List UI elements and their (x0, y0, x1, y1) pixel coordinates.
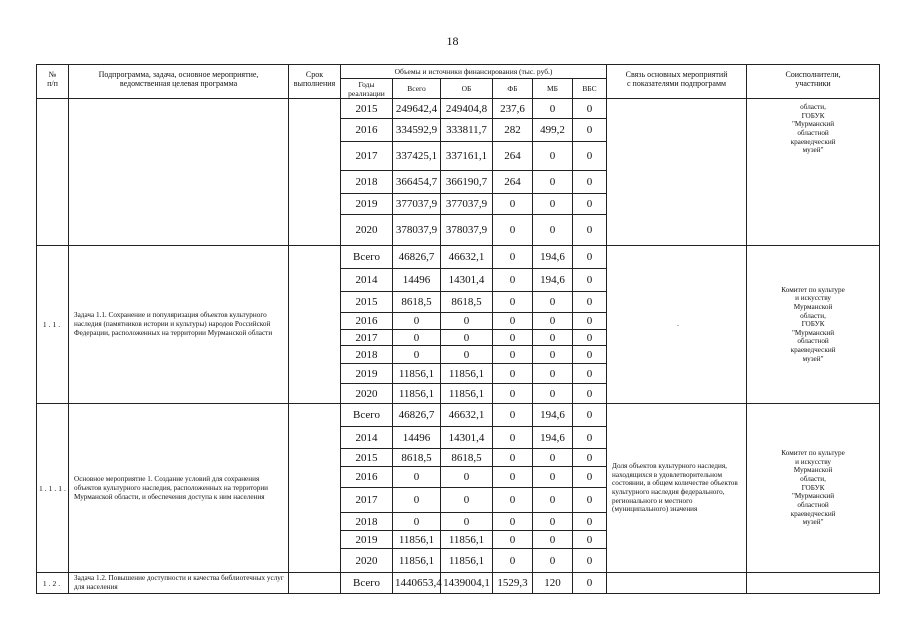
cell-mb: 0 (533, 313, 573, 330)
cell-total: 0 (393, 467, 441, 488)
header-num: № п/п (37, 65, 69, 99)
cell-mb: 0 (533, 449, 573, 467)
cell-total: 46826,7 (393, 404, 441, 427)
cell-total: 8618,5 (393, 292, 441, 313)
cell-total: 0 (393, 346, 441, 364)
cell-ob: 0 (441, 488, 493, 513)
header-ob: ОБ (441, 79, 493, 99)
table-row (37, 573, 880, 594)
cell-year: 2020 (341, 215, 393, 246)
cell-vbs: 0 (573, 346, 607, 364)
cell-mb: 0 (533, 513, 573, 531)
cell-total: 0 (393, 513, 441, 531)
cell-vbs: 0 (573, 142, 607, 171)
cell-vbs: 0 (573, 549, 607, 573)
cell-mb: 0 (533, 488, 573, 513)
cell-fb: 0 (493, 330, 533, 346)
cell-fb: 0 (493, 404, 533, 427)
cell-ob: 8618,5 (441, 292, 493, 313)
cell-total: 11856,1 (393, 531, 441, 549)
cell-ob: 46632,1 (441, 246, 493, 269)
cell-year: 2019 (341, 364, 393, 384)
cell-vbs: 0 (573, 573, 607, 594)
cell-year: Всего (341, 246, 393, 269)
cell-year: 2018 (341, 513, 393, 531)
row-term (289, 246, 341, 404)
cell-ob: 11856,1 (441, 549, 493, 573)
cell-mb: 0 (533, 99, 573, 119)
cell-mb: 194,6 (533, 269, 573, 292)
cell-mb: 0 (533, 384, 573, 404)
header-link: Связь основных мероприятий с показателями подпрограмм (607, 65, 747, 99)
cell-vbs: 0 (573, 171, 607, 194)
cell-ob: 377037,9 (441, 194, 493, 215)
cell-vbs: 0 (573, 194, 607, 215)
cell-ob: 0 (441, 330, 493, 346)
cell-total: 14496 (393, 427, 441, 449)
row-title: Задача 1.2. Повышение доступности и качества библиотечных услуг для населения (69, 573, 289, 594)
cell-year: 2020 (341, 384, 393, 404)
cell-ob: 1439004,1 (441, 573, 493, 594)
cell-fb: 0 (493, 215, 533, 246)
cell-vbs: 0 (573, 449, 607, 467)
row-link (607, 573, 747, 594)
cell-ob: 366190,7 (441, 171, 493, 194)
header-program: Подпрограмма, задача, основное мероприятие, ведомственная целевая программа (69, 65, 289, 99)
cell-fb: 0 (493, 292, 533, 313)
cell-vbs: 0 (573, 427, 607, 449)
cell-mb: 0 (533, 549, 573, 573)
cell-fb: 264 (493, 171, 533, 194)
row-executors: Комитет по культуре и искусству Мурманской области, ГОБУК "Мурманский областной краеведческий музей" (747, 404, 880, 573)
cell-vbs: 0 (573, 215, 607, 246)
row-executors: области, ГОБУК "Мурманский областной краеведческий музей" (747, 99, 880, 246)
cell-year: 2016 (341, 467, 393, 488)
header-years: Годы реализации (341, 79, 393, 99)
header-vbs: ВБС (573, 79, 607, 99)
cell-total: 11856,1 (393, 549, 441, 573)
cell-ob: 337161,1 (441, 142, 493, 171)
row-index: 1.1.1. (37, 404, 69, 573)
cell-mb: 0 (533, 330, 573, 346)
cell-fb: 0 (493, 313, 533, 330)
row-index (37, 99, 69, 246)
cell-ob: 8618,5 (441, 449, 493, 467)
cell-fb: 0 (493, 427, 533, 449)
cell-mb: 194,6 (533, 246, 573, 269)
cell-vbs: 0 (573, 330, 607, 346)
cell-total: 14496 (393, 269, 441, 292)
cell-vbs: 0 (573, 269, 607, 292)
row-index: 1.2. (37, 573, 69, 594)
cell-vbs: 0 (573, 292, 607, 313)
cell-ob: 0 (441, 313, 493, 330)
cell-fb: 0 (493, 513, 533, 531)
cell-vbs: 0 (573, 531, 607, 549)
cell-ob: 11856,1 (441, 531, 493, 549)
cell-vbs: 0 (573, 99, 607, 119)
cell-year: 2015 (341, 292, 393, 313)
cell-vbs: 0 (573, 364, 607, 384)
row-term (289, 404, 341, 573)
cell-fb: 0 (493, 549, 533, 573)
cell-vbs: 0 (573, 246, 607, 269)
cell-mb: 0 (533, 171, 573, 194)
cell-mb: 0 (533, 142, 573, 171)
table-row (37, 404, 880, 427)
cell-mb: 0 (533, 364, 573, 384)
cell-total: 378037,9 (393, 215, 441, 246)
cell-vbs: 0 (573, 119, 607, 142)
cell-total: 0 (393, 313, 441, 330)
cell-year: Всего (341, 404, 393, 427)
cell-year: 2017 (341, 488, 393, 513)
cell-total: 377037,9 (393, 194, 441, 215)
cell-total: 334592,9 (393, 119, 441, 142)
row-index: 1.1. (37, 246, 69, 404)
cell-fb: 0 (493, 488, 533, 513)
cell-year: 2015 (341, 449, 393, 467)
cell-ob: 249404,8 (441, 99, 493, 119)
cell-fb: 0 (493, 194, 533, 215)
cell-mb: 0 (533, 346, 573, 364)
cell-mb: 120 (533, 573, 573, 594)
cell-year: 2017 (341, 330, 393, 346)
cell-fb: 237,6 (493, 99, 533, 119)
cell-total: 1440653,4 (393, 573, 441, 594)
cell-mb: 0 (533, 292, 573, 313)
cell-ob: 11856,1 (441, 364, 493, 384)
cell-ob: 0 (441, 346, 493, 364)
cell-total: 0 (393, 330, 441, 346)
header-executors: Соисполнители, участники (747, 65, 880, 99)
cell-year: Всего (341, 573, 393, 594)
table-row (37, 246, 880, 269)
cell-fb: 0 (493, 467, 533, 488)
row-executors (747, 573, 880, 594)
cell-vbs: 0 (573, 404, 607, 427)
cell-year: 2019 (341, 194, 393, 215)
cell-ob: 14301,4 (441, 269, 493, 292)
header-mb: МБ (533, 79, 573, 99)
cell-fb: 264 (493, 142, 533, 171)
cell-mb: 194,6 (533, 427, 573, 449)
cell-year: 2018 (341, 171, 393, 194)
cell-fb: 0 (493, 364, 533, 384)
cell-mb: 0 (533, 531, 573, 549)
cell-vbs: 0 (573, 488, 607, 513)
cell-fb: 0 (493, 269, 533, 292)
cell-ob: 0 (441, 467, 493, 488)
cell-vbs: 0 (573, 513, 607, 531)
row-term (289, 573, 341, 594)
cell-fb: 0 (493, 384, 533, 404)
cell-vbs: 0 (573, 313, 607, 330)
cell-total: 11856,1 (393, 364, 441, 384)
cell-mb: 194,6 (533, 404, 573, 427)
cell-vbs: 0 (573, 467, 607, 488)
header-financing: Объемы и источники финансирования (тыс. руб.) (341, 65, 607, 79)
cell-total: 249642,4 (393, 99, 441, 119)
header-term: Срок выполнения (289, 65, 341, 99)
cell-ob: 14301,4 (441, 427, 493, 449)
header-fb: ФБ (493, 79, 533, 99)
cell-ob: 0 (441, 513, 493, 531)
row-link: Доля объектов культурного наследия, находящихся в удовлетворительном состоянии, в общем количестве объектов культурного наследия федерального, регионального и местного (муниципального) значения (607, 404, 747, 573)
header-total: Всего (393, 79, 441, 99)
page-number: 18 (446, 34, 459, 48)
cell-ob: 333811,7 (441, 119, 493, 142)
cell-year: 2016 (341, 313, 393, 330)
cell-year: 2019 (341, 531, 393, 549)
cell-year: 2018 (341, 346, 393, 364)
cell-fb: 1529,3 (493, 573, 533, 594)
table-row (37, 99, 880, 119)
cell-ob: 46632,1 (441, 404, 493, 427)
cell-year: 2014 (341, 269, 393, 292)
financing-table (36, 64, 880, 594)
row-title: Задача 1.1. Сохранение и популяризация объектов культурного наследия (памятников истории и культуры) народов Российской Федерации, расположенных на территории Мурманской области (69, 246, 289, 404)
row-title: Основное мероприятие 1. Создание условий для сохранения объектов культурного наследия, расположенных на территории Мурманской области, и обеспечения доступа к ним населения (69, 404, 289, 573)
cell-year: 2016 (341, 119, 393, 142)
cell-vbs: 0 (573, 384, 607, 404)
cell-mb: 0 (533, 194, 573, 215)
row-executors: Комитет по культуре и искусству Мурманской области, ГОБУК "Мурманский областной краеведческий музей" (747, 246, 880, 404)
cell-total: 8618,5 (393, 449, 441, 467)
row-link (607, 99, 747, 246)
cell-fb: 0 (493, 449, 533, 467)
cell-mb: 0 (533, 467, 573, 488)
cell-fb: 0 (493, 531, 533, 549)
cell-total: 11856,1 (393, 384, 441, 404)
cell-total: 46826,7 (393, 246, 441, 269)
cell-fb: 282 (493, 119, 533, 142)
header-row-1 (37, 65, 880, 79)
cell-mb: 0 (533, 215, 573, 246)
row-title (69, 99, 289, 246)
cell-fb: 0 (493, 246, 533, 269)
row-link: . (607, 246, 747, 404)
cell-mb: 499,2 (533, 119, 573, 142)
cell-ob: 11856,1 (441, 384, 493, 404)
row-term (289, 99, 341, 246)
cell-year: 2020 (341, 549, 393, 573)
cell-year: 2017 (341, 142, 393, 171)
cell-year: 2014 (341, 427, 393, 449)
cell-total: 366454,7 (393, 171, 441, 194)
cell-fb: 0 (493, 346, 533, 364)
cell-total: 0 (393, 488, 441, 513)
cell-year: 2015 (341, 99, 393, 119)
cell-ob: 378037,9 (441, 215, 493, 246)
cell-total: 337425,1 (393, 142, 441, 171)
